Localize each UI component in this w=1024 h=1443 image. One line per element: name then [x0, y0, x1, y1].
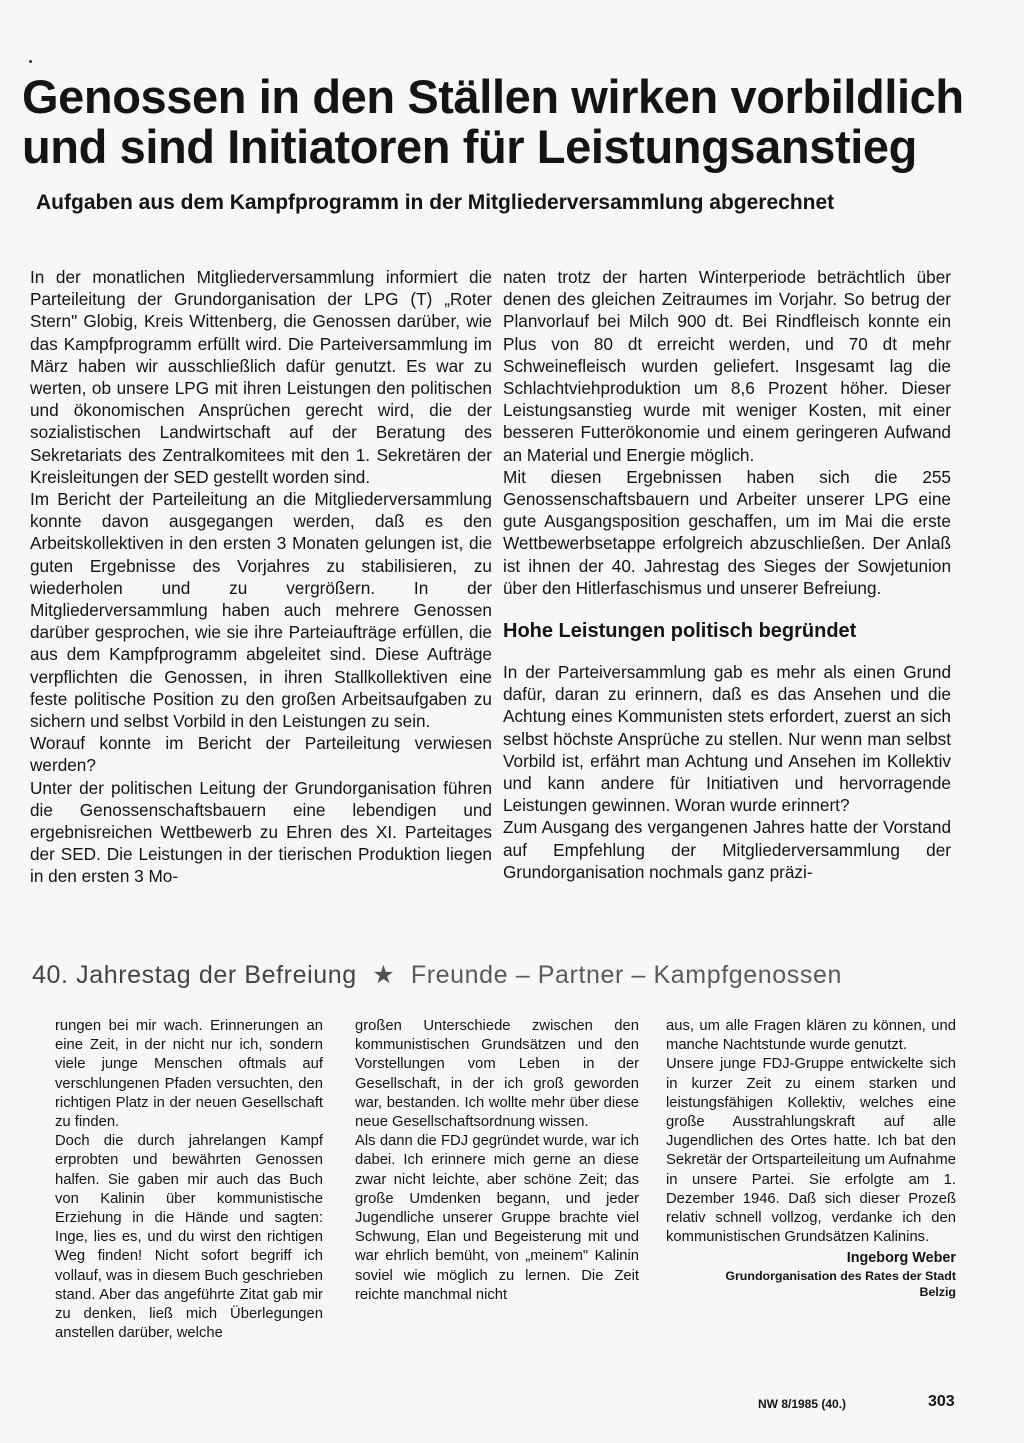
print-speck	[29, 60, 32, 63]
article-headline	[22, 72, 982, 172]
star-icon: ★	[372, 961, 396, 989]
article-column-left	[30, 266, 492, 888]
article-column-right	[503, 266, 951, 883]
feature-column-1	[55, 1017, 323, 1343]
paragraph: Mit diesen Ergebnissen haben sich die 255 Genossenschaftsbauern und Arbeiter unserer LPG eine gute Ausgangsposition geschaffen, um im Mai die erste Wettbewerbsetappe erfolgreich abzuschließen. Der Anlaß ist ihnen der 40. Jahrestag des Sieges der Sowjetunion über den Hitlerfaschismus und unserer Befreiung.	[503, 466, 951, 598]
author-affiliation-line-2: Belzig	[919, 1285, 956, 1300]
issue-label: NW 8/1985 (40.)	[758, 1397, 847, 1411]
author-affiliation-line-1: Grundorganisation des Rates der Stadt	[725, 1269, 956, 1284]
anniversary-banner	[32, 958, 972, 992]
paragraph: Unsere junge FDJ-Gruppe entwickelte sich in kurzer Zeit zu einem starken und leistungsfähigen Kollektiv, welches eine große Ausstrahlungskraft auf alle Jugendlichen des Ortes hatte. Ich bat den Sekretär der Ortsparteileitung um Aufnahme in unsere Partei. Sie erfolgte am 1. Dezember 1946. Daß sich dieser Prozeß relativ schnell vollzog, verdanke ich den kommunistischen Grundsätzen Kalinins.	[666, 1056, 956, 1246]
paragraph: naten trotz der harten Winterperiode beträchtlich über denen des gleichen Zeitraumes im Vorjahr. So betrug der Planvorlauf bei Milch 900 dt. Bei Rindfleisch konnte ein Plus von 80 dt erreicht werden, und 70 dt mehr Schweinefleisch wurden geliefert. Insgesamt lag die Schlachtviehproduktion um 8,6 Prozent höher. Dieser Leistungsanstieg wurde mit weniger Kosten, mit einer besseren Futterökonomie und einem geringeren Aufwand an Material und Energie möglich.	[503, 267, 951, 465]
paragraph: In der monatlichen Mitgliederversammlung informiert die Parteileitung der Grundorganisation der LPG (T) „Roter Stern" Globig, Kreis Wittenberg, die Genossen darüber, wie das Kampfprogramm erfüllt wird. Die Parteiversammlung im März haben wir ausschließlich dafür genutzt. Es war zu werten, ob unsere LPG mit ihren Leistungen den politischen und ökonomischen Ansprüchen gerecht wird, die der sozialistischen Landwirtschaft auf der Beratung des Sekretariats des Zentralkomitees mit den 1. Sekretären der Kreisleitungen der SED gestellt worden sind.	[30, 267, 492, 487]
paragraph: Im Bericht der Parteileitung an die Mitgliederversammlung konnte davon ausgegangen werden, daß es den Arbeitskollektiven in den ersten 3 Monaten gelungen ist, die guten Ergebnisse des Vorjahres zu stabilisieren, zu wiederholen und zu vergrößern. In der Mitgliederversammlung haben auch mehrere Genossen darüber gesprochen, wie sie ihre Parteiaufträge erfüllen, die aus dem Kampfprogramm abgeleitet sind. Diese Aufträge verpflichten die Genossen, in ihren Stallkollektiven eine feste politische Position zu den großen Arbeitsaufgaben zu sichern und selbst Vorbild in den Leistungen zu sein.	[30, 489, 492, 732]
paragraph: Als dann die FDJ gegründet wurde, war ich dabei. Ich erinnere mich gerne an diese zwar nicht leichte, aber schöne Zeit; das große Umdenken begann, und jeder Jugendliche unserer Gruppe brachte viel Schwung, Elan und Begeisterung mit und war ehrlich bemüht, von „meinem" Kalinin soviel wie möglich zu lernen. Die Zeit reichte manchmal nicht	[355, 1133, 639, 1303]
banner-text-left: 40. Jahrestag der Befreiung	[32, 961, 357, 989]
paragraph: In der Parteiversammlung gab es mehr als einen Grund dafür, daran zu erinnern, daß es das Ansehen und die Achtung eines Kommunisten stets erfordert, zuerst an sich selbst höchste Ansprüche zu stellen. Nur wenn man selbst Vorbild ist, erfährt man Achtung und Ansehen im Kollektiv und kann andere für Initiativen und hervorragende Leistungen gewinnen. Woran wurde erinnert?	[503, 662, 951, 816]
headline-line-2: und sind Initiatoren für Leistungsanstieg	[22, 120, 917, 173]
article-subheadline: Aufgaben aus dem Kampfprogramm in der Mitgliederversammlung abgerechnet	[36, 191, 835, 214]
paragraph: Doch die durch jahrelangen Kampf erprobten und bewährten Genossen halfen. Sie gaben mir auch das Buch von Kalinin über kommunistische Erziehung in die Hände und sagten: Inge, lies es, und du wirst den richtigen Weg finden! Nicht sofort begriff ich vollauf, was in diesem Buch geschrieben stand. Aber das angeführte Zitat gab mir zu denken, ließ mich Überlegungen anstellen darüber, welche	[55, 1133, 323, 1342]
author-name: Ingeborg Weber	[846, 1250, 956, 1267]
paragraph: Unter der politischen Leitung der Grundorganisation führen die Genossenschaftsbauern eine lebendigen und ergebnisreichen Wettbewerb zu Ehren des XI. Parteitages der SED. Die Leistungen in der tierischen Produktion liegen in den ersten 3 Mo-	[30, 777, 492, 887]
paragraph: großen Unterschiede zwischen den kommunistischen Grundsätzen und den Vorstellungen vom Leben in der Gesellschaft, in der ich groß geworden war, bestanden. Ich wollte mehr über diese neue Gesellschaftsordnung wissen.	[355, 1018, 639, 1131]
paragraph: Worauf konnte im Bericht der Parteileitung verwiesen werden?	[30, 733, 492, 776]
section-heading: Hohe Leistungen politisch begründet	[503, 620, 857, 643]
feature-column-3	[666, 1017, 956, 1300]
feature-column-2	[355, 1017, 639, 1305]
banner-text-right: Freunde – Partner – Kampfgenossen	[410, 961, 843, 989]
paragraph: rungen bei mir wach. Erinnerungen an eine Zeit, in der nicht nur ich, sondern viele junge Menschen oftmals auf verschlungenen Pfaden versuchten, den richtigen Platz in der neuen Gesellschaft zu finden.	[55, 1018, 323, 1131]
headline-line-1: Genossen in den Ställen wirken vorbildlich	[22, 70, 964, 123]
paragraph: aus, um alle Fragen klären zu können, und manche Nachtstunde wurde genutzt.	[666, 1018, 956, 1054]
paragraph: Zum Ausgang des vergangenen Jahres hatte der Vorstand auf Empfehlung der Mitgliederversammlung der Grundorganisation nochmals ganz präzi-	[503, 817, 951, 882]
page-number: 303	[928, 1393, 955, 1410]
